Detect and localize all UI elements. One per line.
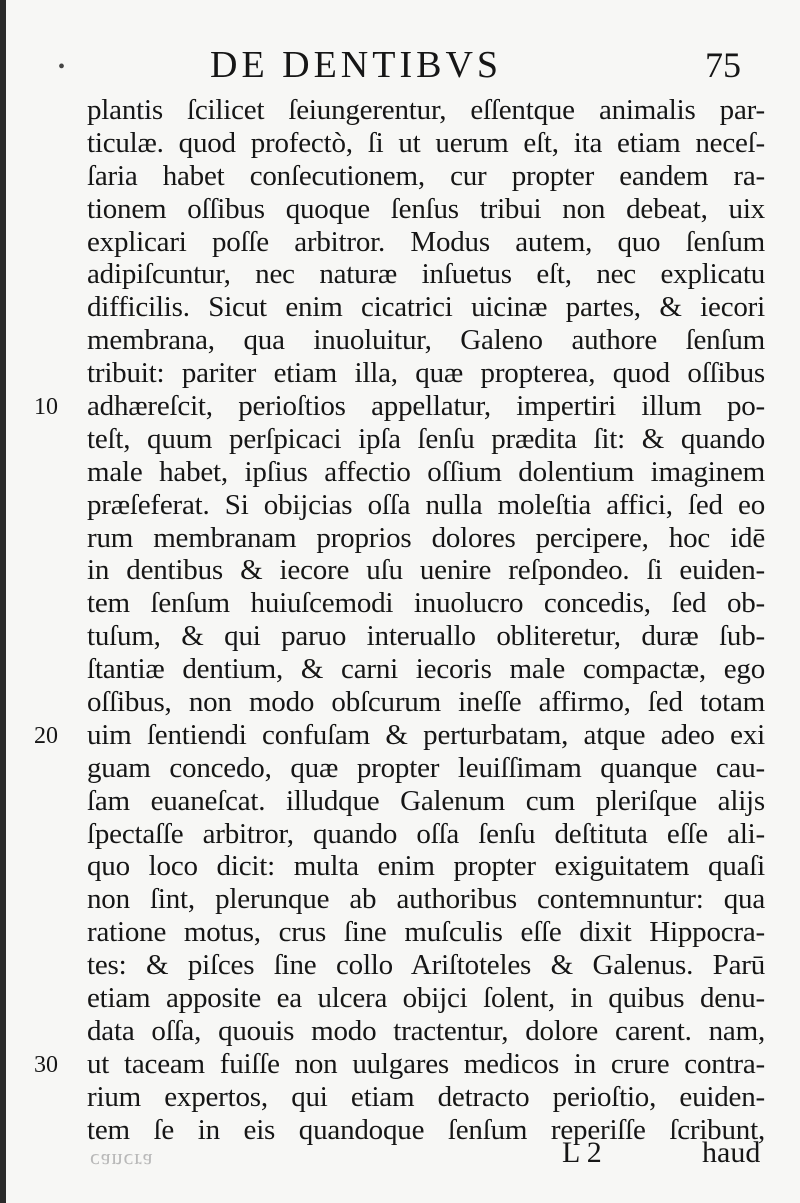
line-text: teſt, quum perſpicaci ipſa ſenſu prædita ſit: & quando [87,422,765,455]
text-line [0,719,800,752]
text-line [0,1081,800,1114]
text-line [0,522,800,555]
page-number: 75 [705,45,741,85]
line-text: tem ſe in eis quandoque ſenſum reperiſſe ſcribunt, [87,1113,765,1146]
line-text: oſſibus, non modo obſcurum ineſſe affirmo, ſed totam [87,686,765,719]
line-text: ſpectaſſe arbitror, quando oſſa ſenſu deſtituta eſſe ali- [87,817,765,850]
line-text: quo loco dicit: multa enim propter exiguitatem quaſi [87,850,765,883]
body-text [0,94,800,1147]
line-text: adipiſcuntur, nec naturæ inſuetus eſt, nec explicatu [87,258,765,291]
line-text: membrana, qua inuoluitur, Galeno authore ſenſum [87,324,765,357]
text-line [0,127,800,160]
text-line [0,1015,800,1048]
text-line [0,949,800,982]
line-text: rum membranam proprios dolores percipere, hoc idē [87,521,765,554]
line-text: uim ſentiendi confuſam & perturbatam, atque adeo exi [87,718,765,751]
text-line [0,160,800,193]
text-line [0,587,800,620]
line-text: tem ſenſum huiuſcemodi inuolucro concedis, ſed ob- [87,587,765,620]
text-line [0,324,800,357]
line-text: explicari poſſe arbitror. Modus autem, quo ſenſum [87,225,765,258]
text-line [0,291,800,324]
text-line [0,226,800,259]
line-text: ratione motus, crus ſine muſculis eſſe dixit Hippocra- [87,916,765,949]
line-text: plantis ſcilicet ſeiungerentur, eſſentque animalis par- [87,94,765,126]
text-line [0,982,800,1015]
line-text: rium expertos, qui etiam detracto perioſtio, euiden- [87,1080,765,1113]
line-text: tes: & piſces ſine collo Ariſtoteles & Galenus. Parū [87,949,765,982]
line-text: ticulæ. quod profectò, ſi ut uerum eſt, ita etiam neceſ- [87,126,765,159]
line-text: difficilis. Sicut enim cicatrici uicinæ partes, & iecori [87,291,765,324]
text-line [0,554,800,587]
text-line [0,785,800,818]
line-text: adhæreſcit, perioſtios appellatur, impertiri illum po- [87,390,765,423]
line-text: non ſint, plerunque ab authoribus contemnuntur: qua [87,883,765,916]
line-text: ſaria habet conſecutionem, cur propter eandem ra- [87,159,765,192]
text-line [0,620,800,653]
line-text: tuſum, & qui paruo interuallo obliteretur, duræ ſub- [87,620,765,653]
line-text: guam concedo, quæ propter leuiſſimam quanque cau- [87,751,765,784]
line-number: 10 [34,394,58,421]
text-line [0,423,800,456]
line-text: in dentibus & iecore uſu uenire reſpondeo. ſi euiden- [87,554,765,587]
line-text: etiam apposite ea ulcera obijci ſolent, in quibus denu- [87,982,765,1015]
text-line [0,686,800,719]
text-line [0,489,800,522]
line-text: præſeferat. Si obijcias oſſa nulla moleſtia affici, ſed eo [87,488,765,521]
text-line [0,850,800,883]
line-text: tribuit: pariter etiam illa, quæ propterea, quod oſſibus [87,357,765,390]
catchword: haud [702,1136,761,1169]
line-text: tionem oſſibus quoque ſenſus tribui non debeat, uix [87,192,765,225]
line-text: ſam euaneſcat. illudque Galenum cum pleriſque alijs [87,784,765,817]
line-text: data oſſa, quouis modo tractentur, dolore carent. nam, [87,1014,765,1047]
text-line [0,258,800,291]
text-line [0,456,800,489]
text-line [0,357,800,390]
line-text: male habet, ipſius affectio oſſium dolentium imaginem [87,455,765,488]
text-line [0,752,800,785]
text-line [0,916,800,949]
text-line [0,883,800,916]
text-line [0,818,800,851]
text-line [0,94,800,127]
text-line [0,390,800,423]
text-line [0,653,800,686]
line-number: 20 [34,722,58,749]
bleed-through-text: cancra [90,1149,154,1174]
margin-mark: • [58,56,66,78]
text-line [0,1114,800,1147]
page-title: DE DENTIBVS [210,44,503,86]
line-text: ut taceam fuiſſe non uulgares medicos in crure contra- [87,1047,765,1080]
running-head [0,40,800,90]
line-text: ſtantiæ dentium, & carni iecoris male compactæ, ego [87,653,765,686]
text-line [0,1048,800,1081]
line-number: 30 [34,1051,58,1078]
signature-mark: L 2 [562,1136,602,1169]
text-line [0,193,800,226]
